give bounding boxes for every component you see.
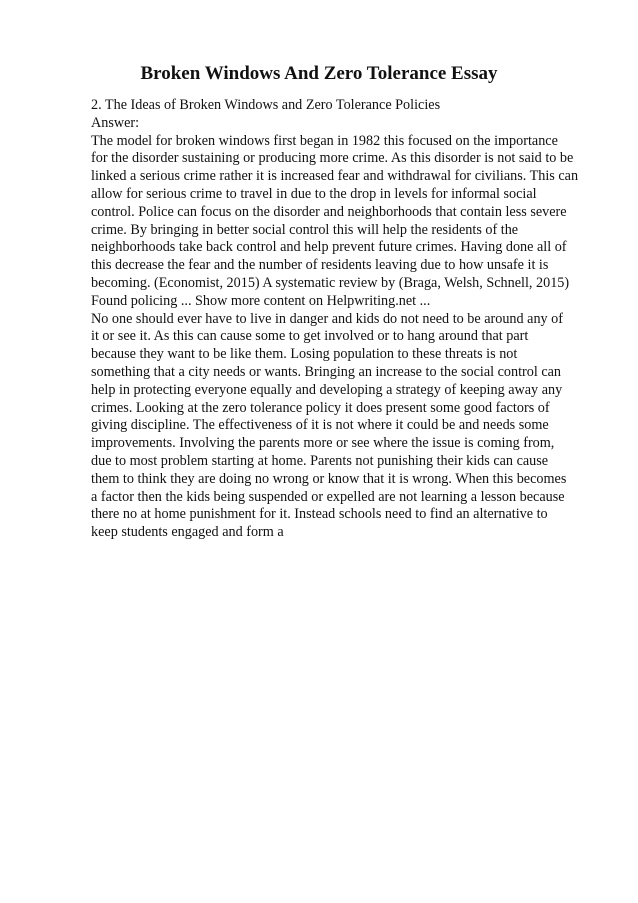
document-title: Broken Windows And Zero Tolerance Essay [140, 63, 498, 84]
document-body [91, 97, 591, 542]
body-line: due to most problem starting at home. Parents not punishing their kids can cause [91, 452, 549, 469]
body-line: keep students engaged and form a [91, 524, 284, 541]
body-line: No one should ever have to live in danger and kids do not need to be around any of [91, 310, 564, 327]
body-line: because they want to be like them. Losing population to these threats is not [91, 346, 518, 363]
body-line: a factor then the kids being suspended or expelled are not learning a lesson because [91, 488, 565, 505]
body-line: neighborhoods take back control and help prevent future crimes. Having done all of [91, 239, 567, 256]
body-line: crimes. Looking at the zero tolerance policy it does present some good factors of [91, 399, 550, 416]
body-line: something that a city needs or wants. Bringing an increase to the social control can [91, 363, 562, 380]
body-line: linked a serious crime rather it is increased fear and withdrawal for civilians. This can [91, 168, 579, 185]
body-line: control. Police can focus on the disorder and neighborhoods that contain less severe [91, 203, 567, 220]
body-line: The model for broken windows first began in 1982 this focused on the importance [91, 132, 558, 149]
body-line: this decrease the fear and the number of residents leaving due to how unsafe it is [91, 257, 549, 274]
body-line: Answer: [91, 114, 140, 131]
body-line: allow for serious crime to travel in due to the drop in levels for informal social [91, 185, 537, 202]
body-line: improvements. Involving the parents more or see where the issue is coming from, [91, 435, 555, 452]
show-more-line: Found policing ... Show more content on Helpwriting.net ... [91, 292, 431, 309]
body-line: crime. By bringing in better social control this will help the residents of the [91, 221, 519, 238]
body-line: help in protecting everyone equally and developing a strategy of keeping away any [91, 381, 563, 398]
body-line: for the disorder sustaining or producing more crime. As this disorder is not said to be [91, 150, 574, 167]
body-line: 2. The Ideas of Broken Windows and Zero Tolerance Policies [91, 97, 441, 113]
body-line: giving discipline. The effectiveness of it is not where it could be and needs some [91, 417, 549, 434]
body-line: them to think they are doing no wrong or know that it is wrong. When this becomes [91, 470, 567, 487]
body-line: there no at home punishment for it. Instead schools need to find an alternative to [91, 506, 548, 523]
body-line: it or see it. As this can cause some to get involved or to hang around that part [91, 328, 529, 345]
body-line: becoming. (Economist, 2015) A systematic review by (Braga, Welsh, Schnell, 2015) [91, 274, 570, 291]
